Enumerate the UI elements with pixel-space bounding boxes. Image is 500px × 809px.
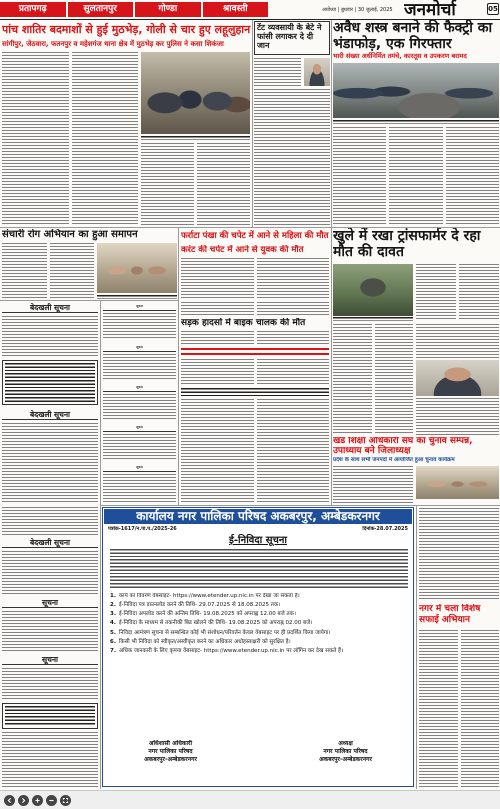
notice-body bbox=[2, 507, 98, 535]
notice-title: सूचना bbox=[103, 302, 176, 311]
notice-title: सूचना bbox=[103, 343, 176, 352]
condition-text: ई-निविदा अपलोड करने की अन्तिम तिथि- 19.08.2025 को अपराह्न 12.00 बजे तक। bbox=[118, 611, 296, 618]
notice-title: सूचना bbox=[103, 463, 176, 472]
eviction-notice-title: बेदखली सूचना bbox=[2, 303, 98, 313]
deceased-portrait-photo bbox=[304, 58, 330, 86]
tender-reference-number: पत्रांक-1617/न.पा.प./2025-26 bbox=[108, 526, 177, 532]
notice-body bbox=[103, 474, 176, 503]
condition-text: अधिक जानकारी के लिए कृपया वेबसाइट- https://www.etender.up.nic.in पर लॉगिन कर देख सकते हैं। bbox=[118, 647, 344, 654]
condition-number: 7. bbox=[110, 647, 116, 654]
lead-body-continued bbox=[141, 143, 250, 226]
notice-title: सूचना bbox=[2, 598, 98, 608]
text-column bbox=[50, 243, 95, 299]
notice-box bbox=[2, 703, 98, 729]
article-body bbox=[181, 399, 329, 503]
article-body bbox=[181, 302, 329, 316]
eviction-notice-body bbox=[2, 551, 98, 595]
text-column bbox=[419, 630, 458, 788]
cleanliness-drive-body bbox=[419, 630, 499, 788]
transformer-photo-caption bbox=[333, 317, 413, 321]
tender-condition bbox=[110, 611, 408, 618]
signatory-line: अकबरपुर-अम्बेडकरनगर bbox=[144, 756, 197, 763]
page-number: 05 bbox=[488, 5, 498, 13]
fan-accident-headline: फर्राटा पंखा की चपेट में आने से महिला की मौत bbox=[181, 231, 329, 241]
tent-story-box bbox=[254, 21, 330, 55]
signatory-line: अध्यक्ष bbox=[338, 740, 353, 747]
previous-page-icon[interactable] bbox=[4, 795, 15, 806]
text-column bbox=[257, 258, 330, 299]
text-column bbox=[257, 331, 330, 346]
campaign-headline: संचारी रोग अभियान का हुआ समापन bbox=[2, 229, 138, 240]
column-rule bbox=[100, 300, 101, 789]
notice-title: सूचना bbox=[2, 655, 98, 665]
current-accident-subhead: करंट की चपेट में आने से युवक की मौत bbox=[181, 245, 304, 255]
lead-photo-caption bbox=[141, 136, 250, 140]
notice-body bbox=[103, 313, 176, 340]
zoom-in-icon[interactable] bbox=[32, 795, 43, 806]
text-column bbox=[459, 264, 499, 321]
section-tab-pratapgarh[interactable]: प्रतापगढ़ bbox=[0, 2, 66, 17]
tent-body-continued bbox=[254, 89, 330, 226]
arms-factory-photo bbox=[333, 63, 499, 118]
education-election-headline: खंड शिक्षा अधिकारी संघ का चुनाव सम्पन्न, उपाध्याय बने जिलाध्यक्ष bbox=[333, 437, 473, 456]
text-column bbox=[181, 331, 254, 346]
signatory-line: नगर पालिका परिषद bbox=[323, 748, 368, 755]
condition-number: 1. bbox=[110, 593, 116, 599]
notice-title: सूचना bbox=[103, 383, 176, 392]
article-body bbox=[416, 398, 499, 435]
tender-date: दिनांक-28.07.2025 bbox=[362, 526, 408, 532]
tender-condition bbox=[110, 630, 408, 637]
condition-text: कार्य का विवरण वेबसाइट- https://www.etender.up.nic.in पर देखा जा सकता है। bbox=[118, 593, 300, 599]
text-column bbox=[181, 302, 254, 316]
text-column bbox=[197, 143, 250, 226]
notice-body bbox=[103, 354, 176, 380]
campaign-photo-caption bbox=[97, 295, 177, 299]
masthead: जनमोर्चा bbox=[404, 0, 456, 20]
tender-office-header: कार्यालय नगर पालिका परिषद अकबरपुर, अम्बेडकरनगर bbox=[104, 509, 412, 524]
notice-box bbox=[2, 360, 98, 405]
eviction-notice-title: बेदखली सूचना bbox=[2, 410, 98, 420]
lead-body bbox=[2, 52, 138, 226]
signatory-line: नगर पालिका परिषद bbox=[148, 748, 193, 755]
signatory-chairman bbox=[283, 740, 408, 780]
notice-body bbox=[103, 434, 176, 460]
text-column bbox=[416, 264, 456, 321]
condition-number: 4. bbox=[110, 620, 116, 627]
road-accident-body bbox=[181, 331, 329, 346]
row-rule bbox=[0, 300, 178, 301]
text-column bbox=[2, 243, 47, 299]
transformer-photo bbox=[333, 264, 413, 316]
section-tab-shravasti[interactable]: श्रावस्ती bbox=[203, 2, 269, 17]
notice-box-text bbox=[5, 363, 95, 402]
text-column bbox=[257, 302, 330, 316]
text-column bbox=[72, 52, 139, 226]
notice-title: सूचना bbox=[103, 423, 176, 432]
eviction-notice-body bbox=[2, 423, 98, 503]
fan-accident-body bbox=[181, 258, 329, 299]
tent-headline: टेंट व्यवसायी के बेटे ने फांसी लगाकर दे दी जान bbox=[257, 23, 322, 51]
text-column bbox=[257, 399, 330, 503]
education-election-photo bbox=[416, 466, 499, 499]
text-column bbox=[181, 399, 254, 503]
text-column bbox=[181, 258, 254, 299]
text-column bbox=[141, 143, 194, 226]
eviction-notice-title: बेदखली सूचना bbox=[2, 538, 98, 548]
text-column bbox=[333, 324, 372, 435]
arms-photo-caption bbox=[333, 120, 499, 124]
transformer-body bbox=[416, 264, 499, 321]
condition-number: 2. bbox=[110, 602, 116, 609]
tender-title: ई-निविदा सूचना bbox=[229, 535, 287, 546]
fullscreen-icon[interactable] bbox=[60, 795, 71, 806]
notice-box-text bbox=[5, 706, 95, 726]
transformer-headline: खुले में रखा ट्रांसफार्मर दे रहा मौत की दावत bbox=[333, 228, 481, 260]
tender-conditions-list bbox=[110, 593, 408, 729]
eviction-notice-body bbox=[2, 316, 98, 358]
campaign-body bbox=[2, 243, 94, 299]
text-column bbox=[2, 52, 69, 226]
article-body bbox=[333, 324, 413, 435]
article-headline bbox=[181, 348, 329, 357]
condition-number: 6. bbox=[110, 638, 116, 645]
condition-text: ई-निविदा के माध्यम से तकनीकी बिड खोलने की तिथि- 19.08.2025 को अपराह्न 02.00 बजे। bbox=[118, 620, 313, 627]
tender-condition bbox=[110, 648, 408, 655]
condition-number: 5. bbox=[110, 629, 116, 636]
condition-text: निविदा आमंत्रण सूचना से सम्बन्धित कोई भी संशोधन/परिवर्तन केवल वेबसाइट पर ही प्रदर्शित किया जायेगा। bbox=[118, 629, 331, 636]
article-body bbox=[416, 324, 499, 358]
campaign-photo bbox=[97, 243, 177, 293]
section-tabs bbox=[0, 2, 268, 17]
section-tab-gonda[interactable]: गोण्डा bbox=[135, 2, 201, 17]
tender-condition bbox=[110, 593, 408, 600]
article-headline bbox=[181, 388, 329, 397]
road-accident-headline: सड़क हादसों में बाइक चालक की मौत bbox=[181, 318, 306, 328]
column-rule bbox=[252, 20, 253, 227]
column-rule bbox=[416, 505, 417, 789]
zoom-out-icon[interactable] bbox=[46, 795, 57, 806]
text-column bbox=[461, 630, 500, 788]
text-column bbox=[333, 127, 386, 226]
condition-text: किसी भी निविदा को स्वीकृत/अस्वीकृत करने का अधिकार अधोहस्ताक्षरी को सुरक्षित है। bbox=[118, 638, 291, 645]
signatory-line: अकबरपुर-अम्बेडकरनगर bbox=[319, 756, 372, 763]
cleanliness-drive-headline: नगर में चला विशेष सफाई अभियान bbox=[419, 604, 481, 625]
text-column bbox=[446, 127, 499, 226]
arms-factory-subhead: भारी संख्या अर्धनिर्मित तमंचे, कारतूस व उपकरण बरामद bbox=[333, 52, 467, 60]
tender-condition bbox=[110, 639, 408, 646]
column-rule bbox=[331, 20, 332, 505]
tender-condition bbox=[110, 602, 408, 609]
text-column bbox=[375, 324, 414, 435]
signatory-executive-officer bbox=[108, 740, 233, 780]
next-page-icon[interactable] bbox=[18, 795, 29, 806]
arms-factory-headline: अवैध शस्त्र बनाने की फैक्ट्री का भंडाफोड़, एक गिरफ्तार bbox=[333, 20, 493, 52]
article-photo bbox=[416, 360, 499, 396]
notice-body bbox=[2, 611, 98, 652]
tender-condition bbox=[110, 620, 408, 627]
condition-number: 3. bbox=[110, 611, 116, 618]
text-column bbox=[389, 127, 442, 226]
lead-photo bbox=[141, 52, 250, 134]
notice-body bbox=[2, 732, 98, 788]
education-election-body bbox=[333, 466, 413, 503]
column-rule bbox=[178, 227, 179, 505]
article-body bbox=[419, 508, 499, 601]
lead-headline: पांच शातिर बदमाशों से हुई मुठभेड़, गोली से चार हुए लहूलुहान bbox=[2, 23, 251, 36]
tender-intro-paragraph bbox=[110, 549, 408, 590]
edition-dateline: अयोध्या | बुधवार | 30 जुलाई, 2025 bbox=[322, 7, 393, 13]
tent-body bbox=[254, 58, 301, 86]
condition-text: ई-निविदा पत्र डाउनलोड करने की तिथि- 29.07.2025 से 18.08.2025 तक। bbox=[118, 602, 281, 609]
arms-factory-body bbox=[333, 127, 499, 226]
text-column bbox=[181, 359, 254, 386]
article-body bbox=[181, 359, 329, 386]
education-election-subhead: प्रदेश के साथ सभी जनपदों में आयोजित हुआ चुनाव कार्यक्रम bbox=[333, 457, 455, 463]
notice-body bbox=[2, 668, 98, 700]
epaper-toolbar bbox=[0, 790, 500, 809]
section-tab-sultanpur[interactable]: सुलतानपुर bbox=[68, 2, 134, 17]
signatory-line: अधिशासी अधिकारी bbox=[148, 740, 193, 747]
lead-subhead: सांगीपुर, जेठवारा, फतनपुर व महेशगंज थाना क्षेत्र में मुठभेड़ कर पुलिस ने कसा शिकंजा bbox=[2, 40, 224, 48]
text-column bbox=[257, 359, 330, 386]
notice-body bbox=[103, 394, 176, 420]
row-rule bbox=[100, 505, 500, 506]
